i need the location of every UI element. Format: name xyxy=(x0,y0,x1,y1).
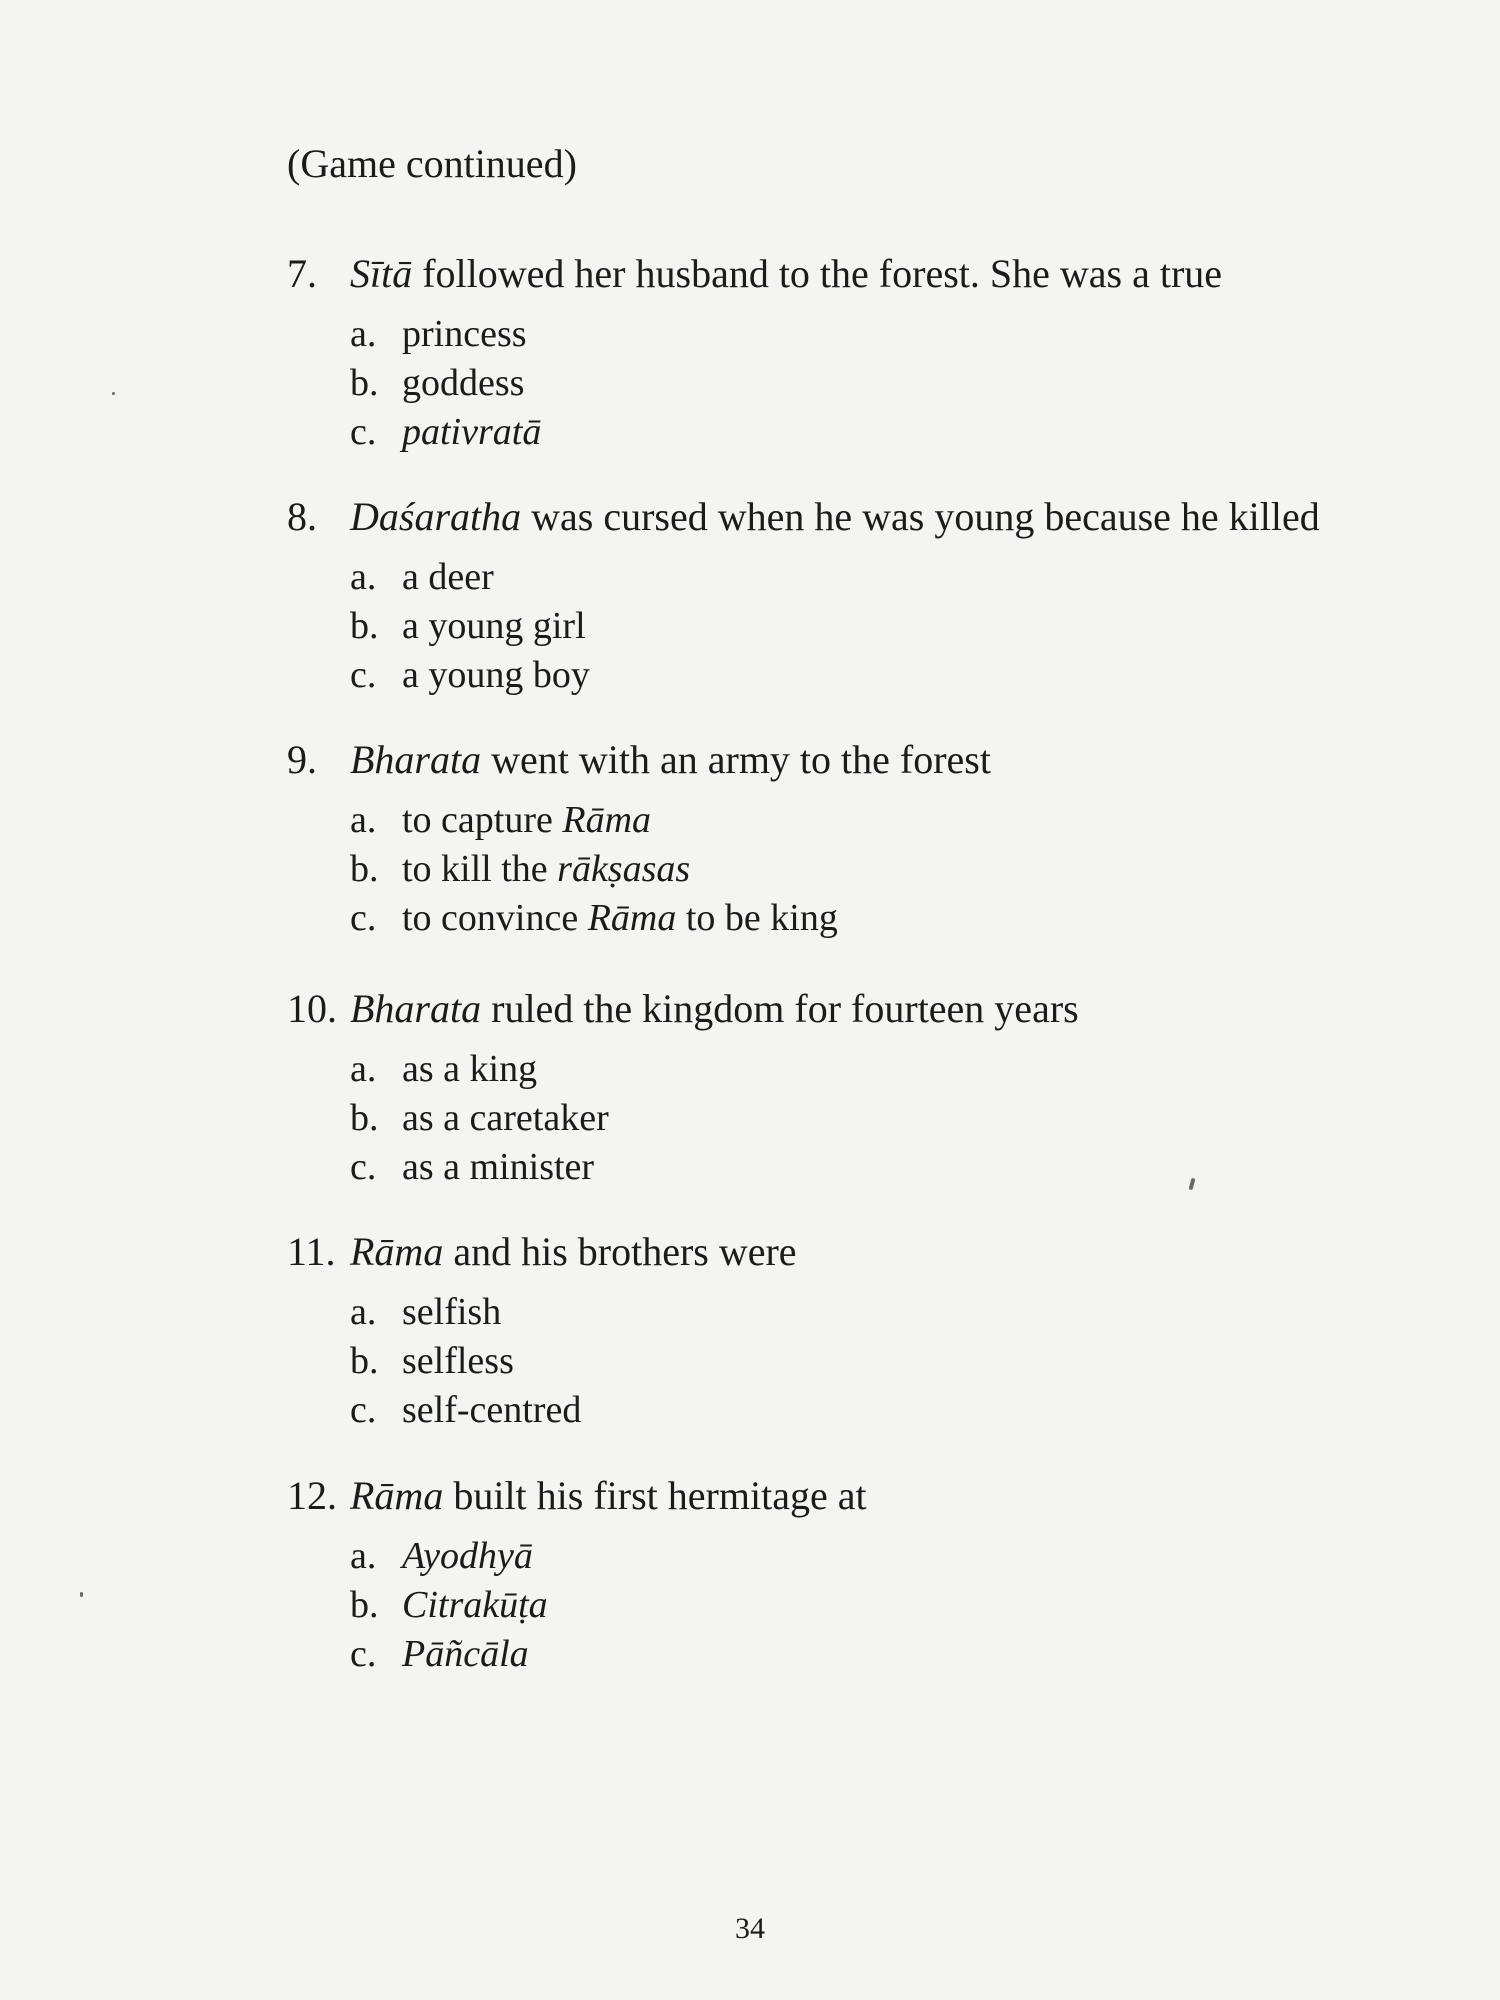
question-7 xyxy=(287,250,1437,457)
answer-options xyxy=(350,796,1437,943)
question-stem xyxy=(287,736,1437,784)
stem-italic: Rāma xyxy=(350,1229,444,1274)
question-10 xyxy=(287,985,1437,1192)
option-c xyxy=(350,1630,1437,1679)
option-text: goddess xyxy=(402,362,525,404)
option-letter: c. xyxy=(350,1146,377,1188)
option-italic: Citrakūṭa xyxy=(402,1584,548,1626)
option-letter: b. xyxy=(350,848,379,890)
stem-text: built his first hermitage at xyxy=(443,1473,867,1518)
option-a xyxy=(350,553,1437,602)
option-c xyxy=(350,1386,1437,1435)
option-text: to kill the xyxy=(402,848,558,890)
question-12 xyxy=(287,1472,1437,1679)
option-letter: b. xyxy=(350,1340,379,1382)
question-number: 12. xyxy=(287,1473,337,1518)
option-b xyxy=(350,1337,1437,1386)
option-text: to convince xyxy=(402,897,588,939)
option-text: a young boy xyxy=(402,654,590,696)
answer-options xyxy=(350,1045,1437,1192)
option-italic: Rāma xyxy=(562,799,652,841)
stem-text: was cursed when he was young because he killed xyxy=(521,494,1320,539)
question-number: 8. xyxy=(287,494,317,539)
option-c xyxy=(350,894,1437,943)
stem-text: and his brothers were xyxy=(443,1229,797,1274)
option-letter: a. xyxy=(350,313,377,355)
stem-italic: Rāma xyxy=(350,1473,444,1518)
question-stem xyxy=(287,250,1437,298)
stem-italic: Sītā xyxy=(350,251,413,296)
option-letter: b. xyxy=(350,605,379,647)
option-b xyxy=(350,359,1437,408)
page-heading: (Game continued) xyxy=(287,141,577,186)
option-c xyxy=(350,1143,1437,1192)
stem-italic: Daśaratha xyxy=(350,494,522,539)
option-text: selfish xyxy=(402,1291,502,1333)
stem-text: followed her husband to the forest. She was a true xyxy=(412,251,1223,296)
option-text: to capture xyxy=(402,799,563,841)
question-stem xyxy=(287,493,1437,541)
option-text: as a minister xyxy=(402,1146,595,1188)
option-text: as a king xyxy=(402,1048,538,1090)
option-letter: c. xyxy=(350,411,377,453)
option-letter: b. xyxy=(350,1584,379,1626)
option-text: self-centred xyxy=(402,1389,582,1431)
question-number: 7. xyxy=(287,251,317,296)
option-a xyxy=(350,796,1437,845)
option-letter: a. xyxy=(350,1048,377,1090)
option-letter: a. xyxy=(350,556,377,598)
question-stem xyxy=(287,1472,1437,1520)
stem-italic: Bharata xyxy=(350,737,482,782)
option-c xyxy=(350,408,1437,457)
page-number: 34 xyxy=(735,1912,765,1945)
scan-speck xyxy=(80,1592,83,1597)
option-letter: a. xyxy=(350,1291,377,1333)
question-number: 11. xyxy=(287,1229,336,1274)
option-a xyxy=(350,1288,1437,1337)
option-italic: Pāñcāla xyxy=(402,1633,529,1675)
option-text: as a caretaker xyxy=(402,1097,609,1139)
answer-options xyxy=(350,1288,1437,1435)
question-9 xyxy=(287,736,1437,943)
option-text: a deer xyxy=(402,556,494,598)
answer-options xyxy=(350,553,1437,700)
option-b xyxy=(350,602,1437,651)
question-number: 10. xyxy=(287,986,337,1031)
question-8 xyxy=(287,493,1437,700)
option-b xyxy=(350,1094,1437,1143)
option-text: a young girl xyxy=(402,605,586,647)
option-italic: Ayodhyā xyxy=(402,1535,533,1577)
option-a xyxy=(350,1532,1437,1581)
option-text: princess xyxy=(402,313,527,355)
option-b xyxy=(350,845,1437,894)
option-italic: pativratā xyxy=(402,411,542,453)
option-letter: a. xyxy=(350,799,377,841)
option-text-after: to be king xyxy=(676,897,838,939)
scan-speck xyxy=(112,392,115,395)
question-stem xyxy=(287,1228,1437,1276)
stem-text: ruled the kingdom for fourteen years xyxy=(481,986,1079,1031)
stem-text: went with an army to the forest xyxy=(481,737,991,782)
option-c xyxy=(350,651,1437,700)
answer-options xyxy=(350,1532,1437,1679)
option-letter: b. xyxy=(350,362,379,404)
option-a xyxy=(350,1045,1437,1094)
option-letter: c. xyxy=(350,654,377,696)
option-text: selfless xyxy=(402,1340,514,1382)
option-letter: c. xyxy=(350,897,377,939)
question-11 xyxy=(287,1228,1437,1435)
option-letter: c. xyxy=(350,1389,377,1431)
question-stem xyxy=(287,985,1437,1033)
option-a xyxy=(350,310,1437,359)
question-number: 9. xyxy=(287,737,317,782)
answer-options xyxy=(350,310,1437,457)
option-letter: c. xyxy=(350,1633,377,1675)
stem-italic: Bharata xyxy=(350,986,482,1031)
option-b xyxy=(350,1581,1437,1630)
option-italic: rākṣasas xyxy=(557,848,691,890)
option-letter: b. xyxy=(350,1097,379,1139)
option-italic: Rāma xyxy=(587,897,677,939)
option-letter: a. xyxy=(350,1535,377,1577)
